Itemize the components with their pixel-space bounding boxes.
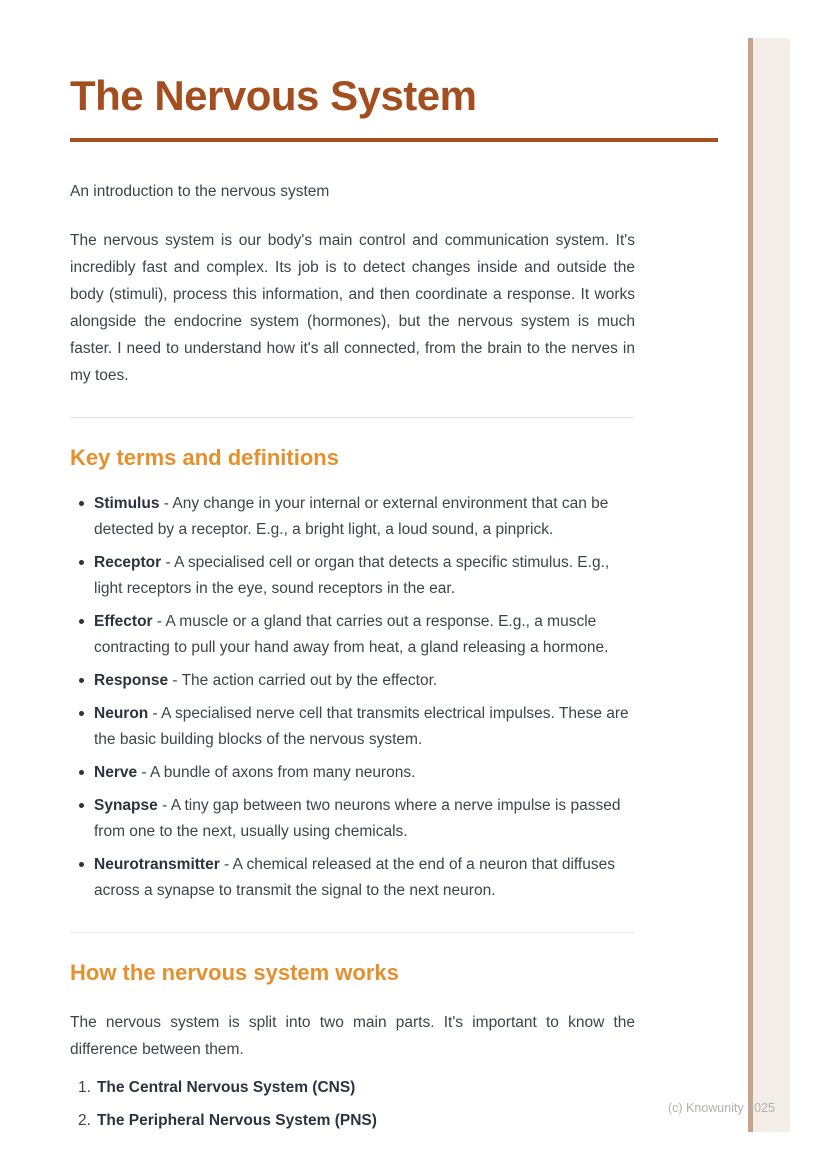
bullet-icon [79, 711, 84, 716]
list-item [70, 760, 635, 786]
bullet-icon [79, 862, 84, 867]
nervous-system-parts-list [70, 1079, 635, 1130]
bullet-icon [79, 678, 84, 683]
page-title: The Nervous System [70, 72, 477, 119]
item-text: The Central Nervous System (CNS) [96, 1079, 356, 1096]
term-name: Stimulus [94, 495, 160, 512]
term-name: Nerve [94, 764, 138, 781]
term-separator: - [168, 672, 182, 689]
section-divider [70, 932, 635, 933]
section-divider [70, 417, 635, 418]
term-definition: A muscle or a gland that carries out a response. E.g., a muscle contracting to pull your hand away from heat, a gland releasing a hormone. [94, 613, 609, 656]
term-definition: Any change in your internal or external environment that can be detected by a receptor. E.g., a bright light, a loud sound, a pinprick. [94, 495, 609, 538]
term-definition: A bundle of axons from many neurons. [150, 764, 416, 781]
term-separator: - [159, 495, 173, 512]
term-definition: A tiny gap between two neurons where a nerve impulse is passed from one to the next, usually using chemicals. [94, 797, 621, 840]
term-name: Response [94, 672, 169, 689]
list-item [70, 668, 635, 694]
title-underline-rule [70, 138, 718, 142]
term-name: Neurotransmitter [94, 856, 220, 873]
term-separator: - [137, 764, 151, 781]
copyright-notice: (c) Knowunity 2025 [667, 1101, 775, 1115]
bullet-icon [79, 619, 84, 624]
term-separator: - [152, 613, 166, 630]
list-item [70, 793, 635, 845]
list-item [70, 852, 635, 904]
term-separator: - [219, 856, 233, 873]
bullet-icon [79, 770, 84, 775]
item-text: The Peripheral Nervous System (PNS) [96, 1112, 377, 1129]
term-definition: The action carried out by the effector. [181, 672, 438, 689]
intro-paragraph: The nervous system is our body's main control and communication system. It's incredibly fast and complex. Its job is to detect changes inside and outside the body (stimuli), process this information, and then coordinate a response. It works alongside the endocrine system (hormones), but the nervous system is much faster. I need to understand how it's all connected, from the brain to the nerves in my toes. [70, 232, 635, 384]
bullet-icon [79, 803, 84, 808]
item-number: 1. [78, 1079, 91, 1096]
key-terms-list [70, 491, 635, 904]
page-edge-strip [748, 38, 790, 1132]
term-name: Effector [94, 613, 153, 630]
term-name: Receptor [94, 554, 162, 571]
section-heading-how-it-works: How the nervous system works [70, 960, 399, 985]
numbered-item [70, 1112, 635, 1130]
document-content [70, 0, 635, 1145]
how-it-works-paragraph: The nervous system is split into two main parts. It's important to know the difference between them. [70, 1014, 635, 1058]
page-subtitle: An introduction to the nervous system [70, 183, 330, 200]
term-separator: - [148, 705, 162, 722]
term-separator: - [157, 797, 171, 814]
list-item [70, 701, 635, 753]
term-name: Synapse [94, 797, 158, 814]
term-separator: - [161, 554, 175, 571]
list-item [70, 550, 635, 602]
list-item [70, 609, 635, 661]
bullet-icon [79, 501, 84, 506]
bullet-icon [79, 560, 84, 565]
term-definition: A specialised nerve cell that transmits electrical impulses. These are the basic building blocks of the nervous system. [94, 705, 629, 748]
term-name: Neuron [94, 705, 149, 722]
term-definition: A chemical released at the end of a neuron that diffuses across a synapse to transmit the signal to the next neuron. [94, 856, 615, 899]
numbered-item [70, 1079, 635, 1097]
section-heading-key-terms: Key terms and definitions [70, 445, 339, 470]
item-number: 2. [78, 1112, 91, 1129]
term-definition: A specialised cell or organ that detects a specific stimulus. E.g., light receptors in the eye, sound receptors in the ear. [94, 554, 610, 597]
list-item [70, 491, 635, 543]
